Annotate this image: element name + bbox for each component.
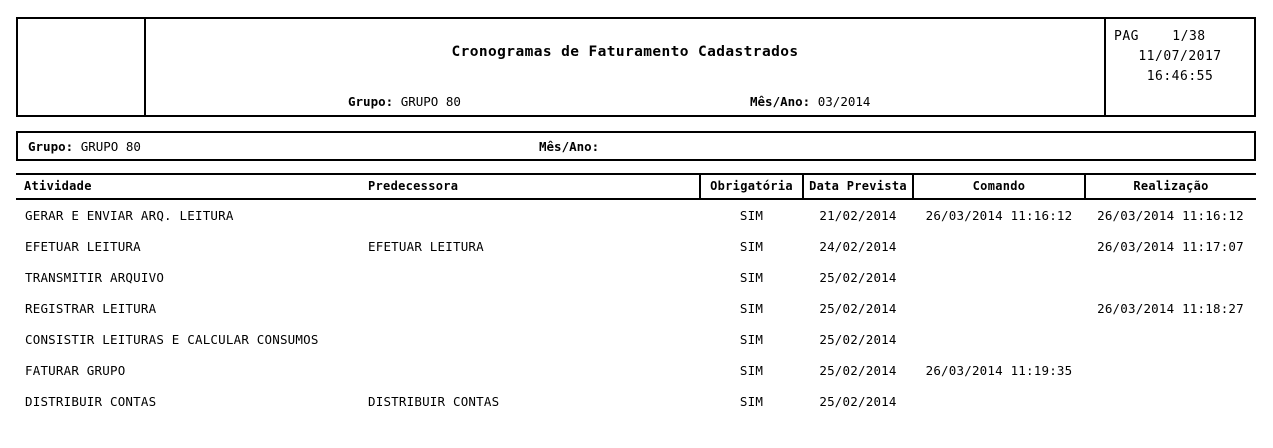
- page-number: PAG 1/38: [1114, 29, 1206, 44]
- cell-predecessora: EFETUAR LEITURA: [368, 239, 484, 254]
- cell-comando: [913, 262, 1085, 293]
- cell-obrigatoria: SIM: [739, 332, 764, 347]
- table-header: [16, 174, 1256, 199]
- report-time: 16:46:55: [1146, 69, 1214, 84]
- cell-obrigatoria: SIM: [739, 394, 764, 409]
- header-logo-cell: [18, 19, 146, 115]
- table-body: [16, 199, 1256, 417]
- cell-predecessora: [360, 262, 700, 293]
- header-grupo: [348, 94, 461, 109]
- column-header-comando: Comando: [913, 174, 1085, 199]
- cell-atividade: FATURAR GRUPO: [25, 363, 126, 378]
- cell-data-prevista: 24/02/2014: [819, 239, 897, 254]
- table-row: [16, 355, 1256, 386]
- column-header-predecessora: Predecessora: [360, 174, 700, 199]
- column-header-data-prevista: Data Prevista: [803, 174, 913, 199]
- group-band: [16, 131, 1256, 161]
- cell-data-prevista: 25/02/2014: [819, 394, 897, 409]
- cell-data-prevista: 25/02/2014: [819, 301, 897, 316]
- cell-realizacao: [1085, 386, 1256, 417]
- cell-predecessora: [360, 199, 700, 231]
- cell-data-prevista: 21/02/2014: [819, 208, 897, 223]
- cell-data-prevista: 25/02/2014: [819, 270, 897, 285]
- cell-realizacao: 26/03/2014 11:16:12: [1097, 208, 1244, 223]
- cell-predecessora: DISTRIBUIR CONTAS: [368, 394, 500, 409]
- table-header-row: [16, 174, 1256, 199]
- group-band-grupo: [28, 139, 141, 154]
- schedule-table: [16, 173, 1256, 417]
- cell-data-prevista: 25/02/2014: [819, 332, 897, 347]
- cell-realizacao: [1085, 262, 1256, 293]
- header-mesano-label: Mês/Ano:: [750, 94, 811, 109]
- cell-data-prevista: 25/02/2014: [819, 363, 897, 378]
- report-date: 11/07/2017: [1138, 49, 1222, 64]
- table-row: [16, 199, 1256, 231]
- header-title-cell: [146, 19, 1106, 115]
- header-mesano-value: 03/2014: [817, 94, 871, 109]
- column-header-realizacao: Realização: [1085, 174, 1256, 199]
- group-band-mesano: [539, 139, 599, 154]
- cell-comando: [913, 386, 1085, 417]
- page-title: Cronogramas de Faturamento Cadastrados: [451, 44, 799, 60]
- table-row: [16, 231, 1256, 262]
- header-mesano: [750, 94, 870, 109]
- report-header: [16, 17, 1256, 117]
- cell-atividade: GERAR E ENVIAR ARQ. LEITURA: [25, 208, 234, 223]
- cell-atividade: REGISTRAR LEITURA: [25, 301, 157, 316]
- cell-atividade: CONSISTIR LEITURAS E CALCULAR CONSUMOS: [25, 332, 319, 347]
- cell-obrigatoria: SIM: [739, 270, 764, 285]
- cell-comando: [913, 293, 1085, 324]
- cell-realizacao: 26/03/2014 11:17:07: [1097, 239, 1244, 254]
- header-meta-cell: [1106, 19, 1254, 115]
- cell-comando: [913, 231, 1085, 262]
- cell-realizacao: [1085, 355, 1256, 386]
- cell-obrigatoria: SIM: [739, 239, 764, 254]
- group-band-mesano-label: Mês/Ano:: [539, 139, 600, 154]
- group-band-grupo-label: Grupo:: [28, 139, 74, 154]
- column-header-atividade: Atividade: [16, 174, 360, 199]
- table-row: [16, 262, 1256, 293]
- cell-obrigatoria: SIM: [739, 208, 764, 223]
- cell-comando: 26/03/2014 11:16:12: [925, 208, 1073, 223]
- cell-comando: 26/03/2014 11:19:35: [925, 363, 1073, 378]
- header-grupo-value: GRUPO 80: [400, 94, 461, 109]
- table-row: [16, 293, 1256, 324]
- cell-predecessora: [360, 293, 700, 324]
- cell-predecessora: [360, 355, 700, 386]
- header-grupo-label: Grupo:: [348, 94, 394, 109]
- cell-realizacao: [1085, 324, 1256, 355]
- cell-predecessora: [360, 324, 700, 355]
- cell-comando: [913, 324, 1085, 355]
- cell-obrigatoria: SIM: [739, 301, 764, 316]
- cell-obrigatoria: SIM: [739, 363, 764, 378]
- table-row: [16, 324, 1256, 355]
- column-header-obrigatoria: Obrigatória: [700, 174, 803, 199]
- table-row: [16, 386, 1256, 417]
- cell-atividade: TRANSMITIR ARQUIVO: [25, 270, 165, 285]
- cell-realizacao: 26/03/2014 11:18:27: [1097, 301, 1244, 316]
- cell-atividade: EFETUAR LEITURA: [25, 239, 141, 254]
- cell-atividade: DISTRIBUIR CONTAS: [25, 394, 157, 409]
- group-band-grupo-value: GRUPO 80: [80, 139, 141, 154]
